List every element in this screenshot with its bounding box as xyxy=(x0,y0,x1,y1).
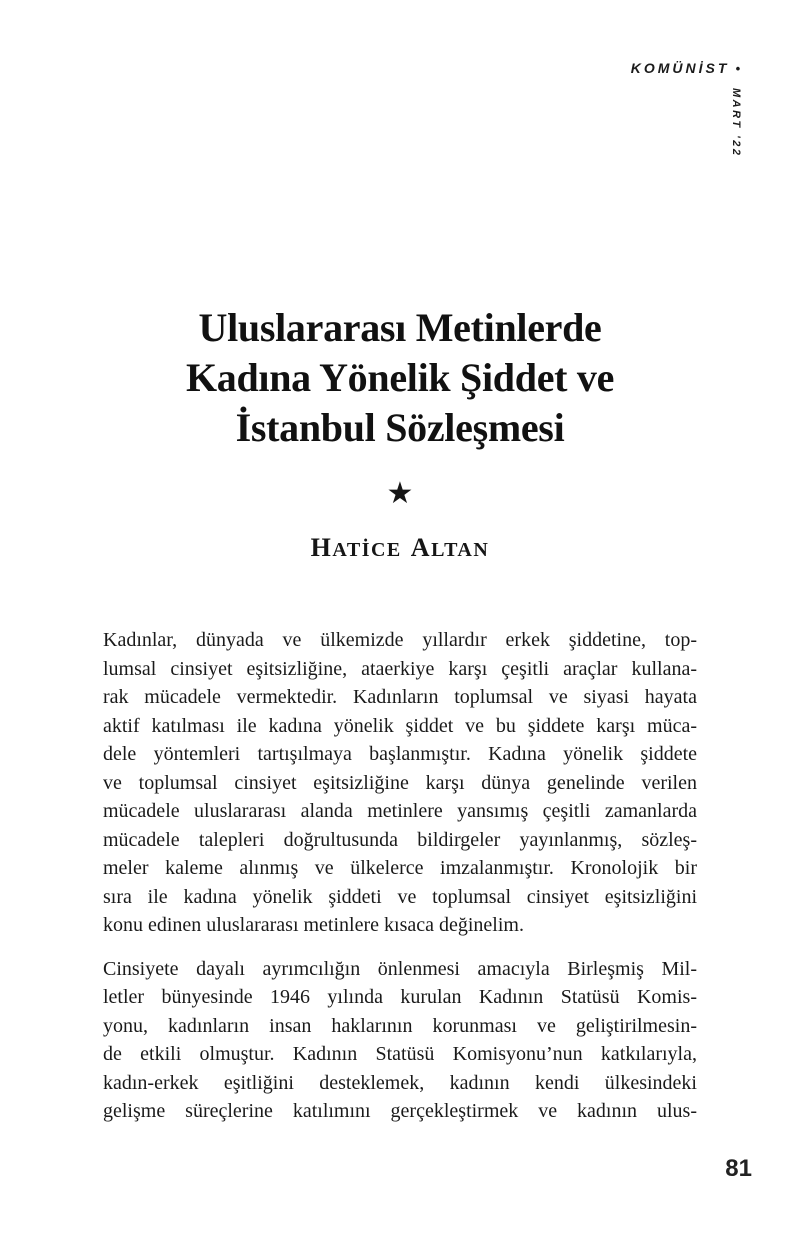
page-number: 81 xyxy=(725,1155,752,1182)
title-line: İstanbul Sözleşmesi xyxy=(235,405,565,450)
body-text-line: mücadele talepleri doğrultusunda bildirgeler yayınlanmış, sözleş- xyxy=(103,828,697,851)
body-text-line: konu edinen uluslararası metinlere kısaca değinelim. xyxy=(103,914,524,936)
body-text-line: kadın-erkek eşitliğini desteklemek, kadının kendi ülkesindeki xyxy=(103,1071,697,1094)
paragraph xyxy=(103,626,697,940)
star-icon: ★ xyxy=(386,477,414,510)
title-line: Kadına Yönelik Şiddet ve xyxy=(185,355,615,400)
body-text-line: aktif katılması ile kadına yönelik şiddet ve bu şiddete karşı müca- xyxy=(103,714,697,737)
body-text-line: Kadınlar, dünyada ve ülkemizde yıllardır erkek şiddetine, top- xyxy=(103,629,697,651)
article-title xyxy=(103,303,697,453)
body-text-line: ve toplumsal cinsiyet eşitsizliğine karşı dünya genelinde verilen xyxy=(103,771,697,794)
article-body xyxy=(103,626,697,1126)
body-text-line: mücadele uluslararası alanda metinlere yansımış çeşitli zamanlarda xyxy=(103,800,697,822)
issue-date: MART '22 xyxy=(730,88,742,158)
author-name xyxy=(103,533,697,563)
body-text-line: rak mücadele vermektedir. Kadınların toplumsal ve siyasi hayata xyxy=(103,686,697,708)
title-line: Uluslararası Metinlerde xyxy=(198,305,602,350)
author-rest: ATİCE xyxy=(332,539,402,561)
body-text-line: de etkili olmuştur. Kadının Statüsü Komisyonu’nun katkılarıyla, xyxy=(103,1043,697,1065)
body-text-line: Cinsiyete dayalı ayrımcılığın önlenmesi amacıyla Birleşmiş Mil- xyxy=(103,957,697,980)
paragraph xyxy=(103,955,697,1126)
journal-masthead xyxy=(631,60,740,76)
body-text-line: dele yöntemleri tartışılmaya başlanmıştır. Kadına yönelik şiddete xyxy=(103,743,697,765)
author-rest: LTAN xyxy=(431,539,490,561)
author-initial: H xyxy=(310,533,333,562)
bullet-icon: • xyxy=(735,61,740,76)
body-text-line: gelişme süreçlerine katılımını gerçekleştirmek ve kadının ulus- xyxy=(103,1100,697,1122)
body-text-line: yonu, kadınların insan haklarının korunması ve geliştirilmesin- xyxy=(103,1014,697,1037)
author-initial: A xyxy=(410,533,432,562)
body-text-line: lumsal cinsiyet eşitsizliğine, ataerkiye karşı çeşitli araçlar kullana- xyxy=(103,657,697,680)
body-text-line: sıra ile kadına yönelik şiddeti ve toplumsal cinsiyet eşitsizliğini xyxy=(103,885,697,908)
body-text-line: letler bünyesinde 1946 yılında kurulan Kadının Statüsü Komis- xyxy=(103,986,697,1008)
journal-name: KOMÜNİST xyxy=(630,60,730,76)
body-text-line: meler kaleme alınmış ve ülkelerce imzalanmıştır. Kronolojik bir xyxy=(103,857,697,879)
